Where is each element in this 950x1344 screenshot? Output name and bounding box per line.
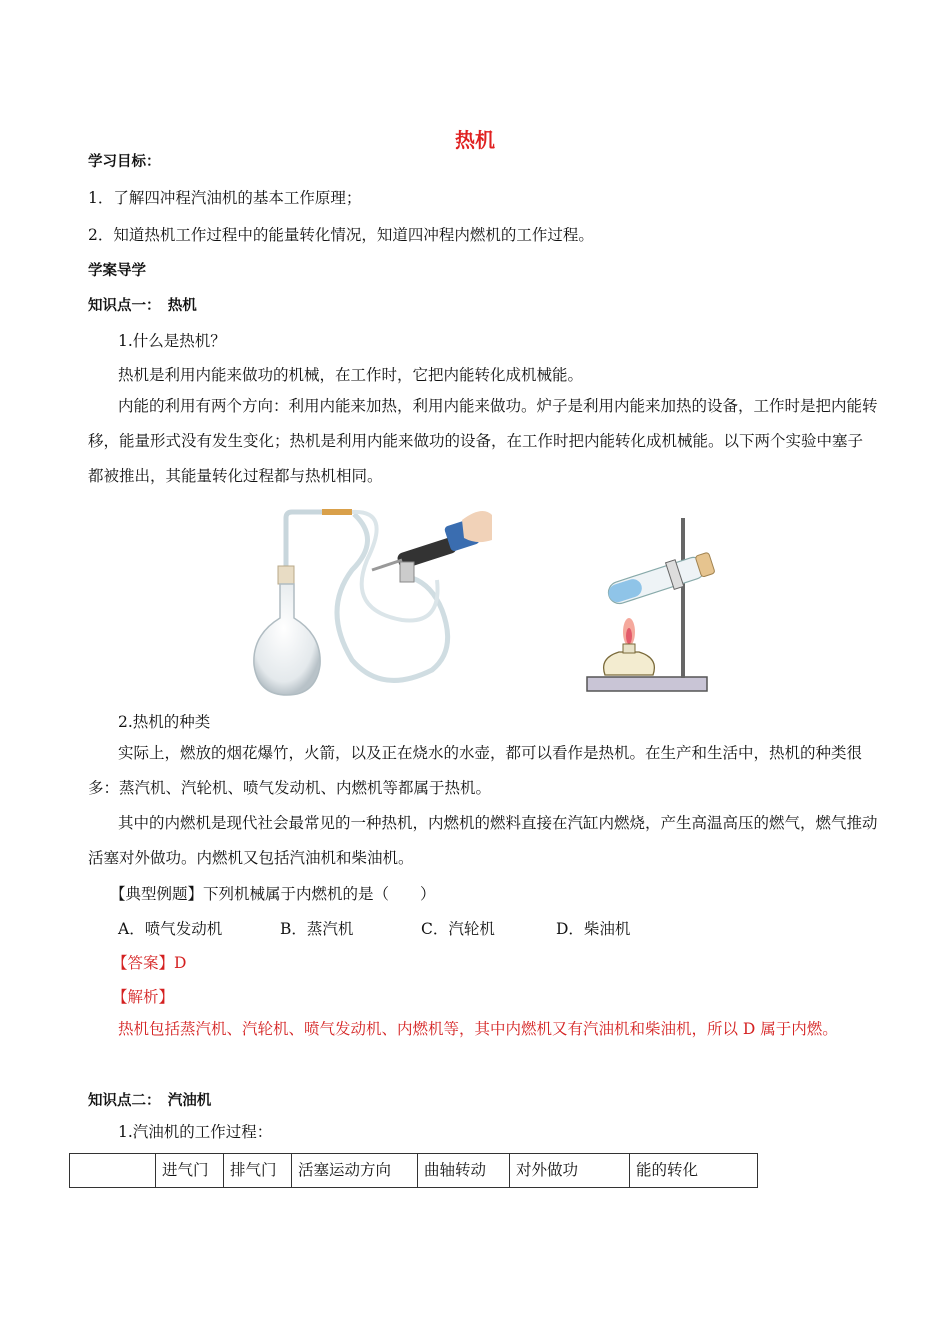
example-question: 【典型例题】下列机械属于内燃机的是（ ） (110, 885, 436, 903)
option-a: A．喷气发动机 (118, 920, 223, 938)
objectives-heading: 学习目标： (88, 154, 161, 170)
analysis-label: 【解析】 (112, 988, 175, 1006)
energy-use-paragraph: 内能的利用有两个方向：利用内能来加热，利用内能来做功。炉子是利用内能来加热的设备，工作时是把内能转移，能量形式没有发生变化；热机是利用内能来做功的设备，在工作时把内能转化成机械能。以下两个实验中塞子都被推出，其能量转化过程都与热机相同。 (88, 397, 878, 485)
heat-engine-definition: 热机是利用内能来做功的机械，在工作时，它把内能转化成机械能。 (118, 366, 584, 384)
stand-base (587, 677, 707, 691)
question-heat-engine-types: 2.热机的种类 (118, 713, 211, 731)
page-title: 热机 (455, 128, 495, 152)
knowledge-point-1-heading: 知识点一： 热机 (88, 298, 197, 314)
objective-2: 2．知道热机工作过程中的能量转化情况，知道四冲程内燃机的工作过程。 (88, 226, 594, 244)
alcohol-lamp (604, 652, 655, 675)
round-flask (254, 584, 320, 695)
flexible-hose (337, 514, 448, 680)
option-c: C．汽轮机 (421, 920, 495, 938)
table-header-cell: 排气门 (224, 1154, 292, 1188)
table-header-cell: 对外做功 (510, 1154, 630, 1188)
table-header-cell: 进气门 (156, 1154, 224, 1188)
test-tube-experiment-figure (585, 512, 725, 697)
objective-1: 1．了解四冲程汽油机的基本工作原理； (88, 189, 362, 207)
table-header-row (70, 1154, 758, 1188)
answer-label: 【答案】D (112, 954, 187, 972)
guide-heading: 学案导学 (88, 263, 146, 279)
heat-engine-types-paragraph: 实际上，燃放的烟花爆竹，火箭，以及正在烧水的水壶，都可以看作是热机。在生产和生活中，热机的种类很多：蒸汽机、汽轮机、喷气发动机、内燃机等都属于热机。 (88, 744, 863, 797)
table-header-cell (70, 1154, 156, 1188)
option-b: B．蒸汽机 (280, 920, 354, 938)
knowledge-point-2-heading: 知识点二： 汽油机 (88, 1093, 212, 1109)
gasoline-engine-process-label: 1.汽油机的工作过程： (118, 1123, 273, 1141)
analysis-text: 热机包括蒸汽机、汽轮机、喷气发动机、内燃机等，其中内燃机又有汽油机和柴油机，所以 D 属于内燃。 (118, 1020, 838, 1038)
table-header-cell: 活塞运动方向 (292, 1154, 418, 1188)
flask-stopper (278, 566, 294, 584)
table-header-cell: 曲轴转动 (418, 1154, 510, 1188)
table-header-cell: 能的转化 (630, 1154, 758, 1188)
gasoline-engine-table (69, 1153, 758, 1188)
hand (462, 511, 492, 542)
internal-combustion-paragraph: 其中的内燃机是现代社会最常见的一种热机，内燃机的燃料直接在汽缸内燃烧，产生高温高压的燃气，燃气推动活塞对外做功。内燃机又包括汽油机和柴油机。 (88, 814, 878, 867)
option-d: D．柴油机 (556, 920, 631, 938)
flask-experiment-figure (242, 500, 492, 700)
question-what-is-heat-engine: 1.什么是热机？ (118, 332, 226, 350)
